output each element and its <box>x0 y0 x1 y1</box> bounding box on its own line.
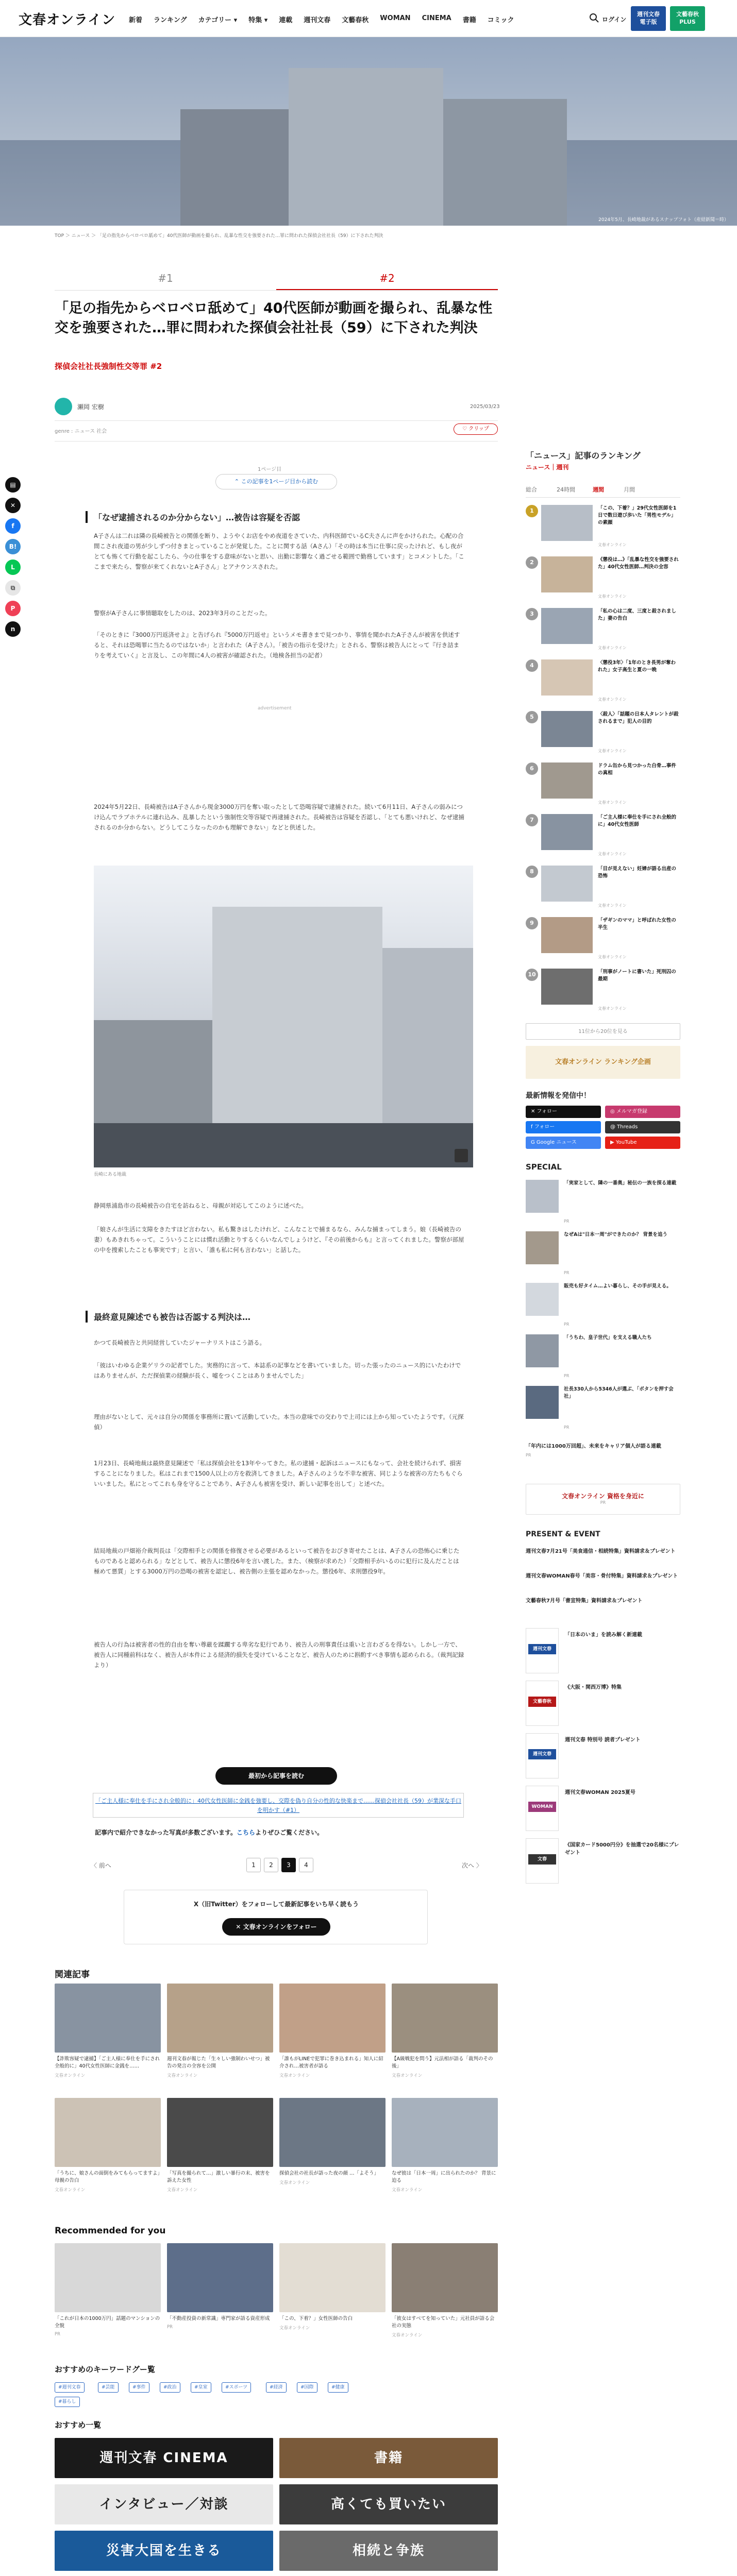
magazine-cover <box>526 1681 559 1726</box>
next-page-link[interactable]: 次へ 〉 <box>462 1862 482 1869</box>
special-thumb <box>526 1386 559 1419</box>
article-subtitle[interactable]: 探偵会社社長強制性交等罪 #2 <box>55 362 162 371</box>
ranking-item[interactable] <box>526 762 680 811</box>
special-thumb <box>526 1231 559 1264</box>
magazine-cover-title: 文春 <box>528 1854 556 1865</box>
banner-books[interactable]: 書籍 <box>279 2438 498 2478</box>
rank-title: 〈殺人〉「話題の日本人タレントが殺されるまで」犯人の目的 <box>598 711 679 724</box>
nav-item[interactable]: WOMAN <box>380 14 411 22</box>
login-link[interactable]: ログイン <box>602 16 627 23</box>
special-title: 「実家として、隣の一番奥」秘伝の一族を探る連載 <box>564 1180 677 1186</box>
ranking-tab[interactable]: 総合 <box>526 486 537 493</box>
card-source: 文春オンライン <box>279 2073 310 2078</box>
special-thumb <box>526 1180 559 1213</box>
card-source: 文春オンライン <box>279 2180 310 2185</box>
card-thumb <box>392 2243 498 2312</box>
special-item[interactable] <box>526 1386 680 1435</box>
rank-thumb <box>541 505 593 541</box>
magazine-title: 週刊文春 特別号 読者プレゼント <box>565 1737 641 1743</box>
sns-heading: 最新情報を発信中！ <box>526 1092 591 1100</box>
card-source: 文春オンライン <box>55 2073 86 2078</box>
recommended-heading: Recommended for you <box>55 2226 166 2236</box>
rank-thumb <box>541 917 593 953</box>
recommended-card[interactable] <box>392 2243 498 2338</box>
card-source: 文春オンライン <box>55 2188 86 2193</box>
ranking-banner[interactable]: 文春オンライン ランキング企画 <box>526 1046 680 1079</box>
share-icon-pocket[interactable]: P <box>5 601 21 616</box>
rank-thumb <box>541 556 593 592</box>
special-title: なぜAは"日本一周"ができたのか？ 背景を追う <box>564 1232 668 1238</box>
magazine-title: 「日本のいま」を読み解く新連載 <box>565 1632 642 1638</box>
rank-number: 6 <box>526 762 538 775</box>
rank-title: 〈懲役3年〉「1年のとき長男が奪われた」女子高生と夏の一晩 <box>598 660 676 673</box>
author-line[interactable] <box>55 398 104 415</box>
read-from-first-page-button[interactable]: ⌃ この記事を1ページ目から読む <box>215 474 337 489</box>
share-icon-copy[interactable]: ⧉ <box>5 580 21 596</box>
magazine-title: 《国家カード5000円分》を抽選で20名様にプレゼント <box>565 1842 679 1856</box>
card-thumb <box>55 2098 161 2167</box>
photo-gallery-notice <box>95 1828 323 1837</box>
article-paragraph: 1月23日、長崎地裁は最終意見陳述で「私は探偵会社を13年やってきた。私の逮捕・起訴はニュースにもなって、会社を続けられず、損害することになりました。私はこれまで1500人以上の方を救済してきました。A子さんのような不幸な被害、同じような被害の方たちもぐらいいました。私にとってこれも身を守ることであり、A子さんも被害を受け、新しい記事を出して」と述べた。 <box>94 1460 463 1487</box>
rank-number: 2 <box>526 556 538 569</box>
pr-title: 「年内には1000万回超」、未来をキャリア個人が語る連載 <box>526 1444 661 1449</box>
article-paragraph: 被告人の行為は被害者の性的自由を奪い尊厳を蹂躙する卑劣な犯行であり、被告人の刑事責任は重いと言わざるを得ない。しかし一方で、被告人に同種前科はなく、被告人が本件による経済的損失を受けていることなど、被告人のために斟酌すべき事情も認められる。（裁判記録より） <box>94 1641 464 1669</box>
share-icon-line[interactable]: L <box>5 560 21 575</box>
article-part-tabs <box>55 268 498 291</box>
rank-title: 「目が見えない」妊婦が語る出産の恐怖 <box>598 866 677 879</box>
keyword-tag[interactable]: #経済 <box>266 2382 287 2393</box>
share-icon-hatena[interactable]: B! <box>5 539 21 554</box>
card-thumb <box>55 2243 161 2312</box>
page-indicator: 1ページ目 <box>258 467 282 472</box>
nav-item[interactable]: CINEMA <box>422 14 451 22</box>
article-paragraph: 「娘さんが生活に支障をきたすほど言わない。私も驚きはしたけれど、こんなことで捕まるなら、みんな捕まってしまう。娘（長崎被告の妻）もあきれちゃって。こういうことには慣れ活動とりするくらいなんでしょうけど、『その前後からも』と言ってくれました。警察が部屋の中を捜索したことも事実です」と言い、「誰も私に何も言わない」と話した。 <box>94 1226 464 1253</box>
magazine-cover <box>526 1733 559 1778</box>
ranking-item[interactable] <box>526 505 680 553</box>
photo-building <box>94 1020 212 1123</box>
special-title: 販売も好タイム…よい暮らし、その手が見える。 <box>564 1283 672 1289</box>
card-thumb <box>392 1984 498 2053</box>
sns-google-news[interactable]: G Google ニュース <box>526 1137 601 1149</box>
sns-newsletter[interactable]: ◎ メルマガ登録 <box>605 1106 680 1118</box>
avatar <box>55 398 72 415</box>
special-source: PR <box>564 1374 569 1378</box>
special-heading: SPECIAL <box>526 1162 562 1172</box>
main-nav <box>129 14 514 24</box>
ranking-item[interactable] <box>526 814 680 862</box>
pr-banner-title: 文春オンライン 資格を身近に <box>562 1493 644 1500</box>
card-title: 「うちに、娘さんの面倒をみてもらってますよ」母親の告白 <box>55 2171 160 2183</box>
specials-heading: おすすめ一覧 <box>55 2420 102 2430</box>
magazine-title: 《大阪・関西万博》特集 <box>565 1685 622 1690</box>
rank-title: ドラム缶から見つかった白骨…事件の真相 <box>598 763 676 776</box>
rank-source: 文春オンライン <box>598 955 627 959</box>
card-title: 週刊文春が報じた「生々しい強制わいせつ」被告の発言の全容を公開 <box>167 2056 270 2069</box>
hero-building <box>180 109 289 226</box>
rank-source: 文春オンライン <box>598 594 627 599</box>
ranking-item[interactable] <box>526 969 680 1017</box>
pr-banner[interactable] <box>526 1484 680 1515</box>
rank-thumb <box>541 866 593 902</box>
special-item[interactable] <box>526 1231 680 1281</box>
rank-source: 文春オンライン <box>598 543 627 547</box>
special-source: PR <box>564 1270 569 1275</box>
related-card[interactable] <box>167 1984 273 2078</box>
photo-caption: 長崎にある地裁 <box>94 1172 127 1177</box>
card-thumb <box>167 1984 273 2053</box>
nav-item[interactable]: カテゴリー ▾ <box>198 16 238 24</box>
share-icon-print[interactable]: ▤ <box>5 477 21 493</box>
card-source: 文春オンライン <box>392 2188 423 2193</box>
rank-number: 5 <box>526 711 538 723</box>
zoom-icon[interactable] <box>455 1149 468 1162</box>
card-title: 「彼女はすべてを知っていた」元社員が語る会社の実態 <box>392 2316 495 2329</box>
related-card[interactable] <box>279 1984 386 2078</box>
article-paragraph: A子さんは二れは隣の長崎被告との関係を断り、ようやくお店をやめ夜道をさていた、内科医師でいるC夫さんに声をかけられた。心配の合間こされ夜道の男が少しずつ付きまとっていることが発覚した。ことに関する話（Aさん）「その時は本当に仕事に戻ったけれど、もし夜がとても怖くて行動を起こしたら、今の仕事をする意味がないと思い、出勤に影響なく過ごせる範囲で勤務しています」とコメントした。「ここまで来たら、警察が来てくれないとA子さん」とアナウンスされた。 <box>94 532 464 570</box>
recommended-card[interactable] <box>55 2243 161 2337</box>
special-item[interactable] <box>526 1283 680 1332</box>
magazine-item[interactable] <box>526 1838 680 1886</box>
present-item[interactable]: 週刊文春WOMAN春号「美容・骨付特集」資料請求＆プレゼント <box>526 1573 678 1579</box>
card-title: 「不動産投資の新常識」専門家が語る資産形成 <box>167 2316 270 2321</box>
article-paragraph: 「そのときに『3000万円返済せよ』と告げられ『5000万円返せ』というメモ書きまで見つかり、事情を聞かれたA子さんが被害を供述すると、それは恐喝罪に当たるのではないか」と言われた（A子さん）。「被告の指示を受けた」とされる、警察は被告人にとって『行き詰まりを考えていく』と言及し、この年間に4人の被害が確認された。（地検各担当の記者） <box>94 631 460 659</box>
related-card[interactable] <box>55 1984 161 2078</box>
rank-source: 文春オンライン <box>598 697 627 702</box>
card-title: 探偵会社の社長が語った夜の顔 …「よそう」 <box>279 2171 379 2176</box>
keyword-tag[interactable]: #スポーツ <box>222 2382 251 2393</box>
special-source: PR <box>564 1425 569 1430</box>
ranking-more-button[interactable]: 11位から20位を見る <box>526 1023 680 1040</box>
publish-date: 2025/03/23 <box>470 404 500 410</box>
share-icon-note[interactable]: n <box>5 621 21 637</box>
special-source: PR <box>564 1219 569 1224</box>
keyword-tag[interactable]: #政治 <box>160 2382 180 2393</box>
tab-part-2[interactable]: #2 <box>276 268 498 291</box>
section-heading: 最終意見陳述でも被告は否認する判決は… <box>86 1311 467 1323</box>
present-heading: PRESENT & EVENT <box>526 1530 600 1538</box>
sns-facebook[interactable]: f フォロー <box>526 1121 601 1133</box>
hero-building <box>289 68 443 226</box>
sns-youtube[interactable]: ▶ YouTube <box>605 1137 680 1149</box>
recommended-card[interactable] <box>279 2243 386 2331</box>
rank-source: 文春オンライン <box>598 852 627 856</box>
ranking-heading: 「ニュース」記事のランキング <box>526 451 641 461</box>
article-paragraph: 「彼はいわゆる企業ゲリラの記者でした。実務的に言って、本誌系の記事などを書いていました。切った張ったのニュース的にいたわけではありませんが、ただ探偵業の経験が長く、嘘をつくことはありませんでした」 <box>94 1362 461 1379</box>
rank-number: 4 <box>526 659 538 672</box>
related-article-link[interactable]: 「ご主人様に奉仕を手にされ全般的に」40代女性医師に金銭を強要し、交際を偽り自分の性的な快楽まで……探偵会社社長（59）が業深な手口を明かす（#1） <box>93 1793 464 1818</box>
rank-title: 「ご主人様に奉仕を手にされ全般的に」40代女性医師 <box>598 815 677 827</box>
ad-label: advertisement <box>258 706 292 711</box>
rank-title: 「この、下着？」29代女性医師を1日で数日遊び歩いた「男性モデル」の素顔 <box>598 505 677 526</box>
card-title: 「写真を撮られて…」激しい暴行の末、被害を訴えた女性 <box>167 2171 270 2183</box>
card-thumb <box>279 2243 386 2312</box>
rank-thumb <box>541 814 593 850</box>
hero-building <box>443 99 567 226</box>
ranking-item[interactable] <box>526 711 680 759</box>
share-icon-facebook[interactable]: f <box>5 518 21 534</box>
site-logo[interactable]: 文春オンライン <box>19 12 116 28</box>
ranking-subheading: ニュース｜週刊 <box>526 464 569 471</box>
card-source: 文春オンライン <box>392 2333 423 2338</box>
article-paragraph: 2024年5月22日、長崎被告はA子さんから現金3000万円を奪い取ったとして恐喝容疑で逮捕された。続いて6月11日、A子さんの弱みにつけ込んでラブホテルに連れ込み、乱暴したという強制性交等容疑で再逮捕された。長崎被告は容疑を否認し、「とても悪いけれど、なぜ逮捕されるのか分からない。どうしてこうなったのかも理解できない」などと供述した。 <box>94 803 464 831</box>
x-follow-box <box>124 1890 428 1944</box>
pr-label: PR <box>600 1500 606 1505</box>
card-thumb <box>279 1984 386 2053</box>
magazine-cover-title: WOMAN <box>528 1802 556 1812</box>
tab-part-1[interactable]: #1 <box>158 272 173 284</box>
rank-number: 10 <box>526 969 538 981</box>
magazine-cover-title: 文藝春秋 <box>528 1697 556 1707</box>
special-title: 社長330人から5346人が選ぶ、「ボタンを押す会社」 <box>564 1386 674 1399</box>
nav-item[interactable]: 特集 ▾ <box>248 16 268 24</box>
article-paragraph: 静岡県浦島市の長崎被告の自宅を訪ねると、母親が対応してこのように述べた。 <box>94 1202 307 1209</box>
card-thumb <box>167 2243 273 2312</box>
photo-building <box>382 948 473 1123</box>
card-source: 文春オンライン <box>279 2326 310 2331</box>
card-title: なぜ彼は「日本一周」に出られたのか？ 背景に迫る <box>392 2171 496 2183</box>
search-icon[interactable] <box>589 12 600 24</box>
rank-thumb <box>541 659 593 696</box>
rank-thumb <box>541 711 593 747</box>
magazine-item[interactable] <box>526 1628 680 1675</box>
magazine-cover <box>526 1838 559 1884</box>
card-title: 「これが日本の1000万円」話題のマンションの全貌 <box>55 2316 160 2329</box>
keyword-tag[interactable]: #週刊文春 <box>55 2382 85 2393</box>
ranking-tab-active[interactable]: 週間 <box>593 486 604 493</box>
related-card[interactable] <box>279 2098 386 2185</box>
keyword-tag[interactable]: #皇室 <box>191 2382 211 2393</box>
rank-source: 文春オンライン <box>598 800 627 805</box>
hero-caption: 2024年5月、長崎地裁があるスナップフォト（産経新聞＝時） <box>598 217 729 223</box>
article-photo[interactable] <box>94 866 473 1167</box>
ranking-tab[interactable]: 月間 <box>624 486 635 493</box>
keyword-tag[interactable]: #健康 <box>328 2382 348 2393</box>
nav-item[interactable]: 文藝春秋 <box>342 16 369 24</box>
rank-source: 文春オンライン <box>598 903 627 908</box>
notice-text: 記事内で紹介できなかった写真が多数ございます。 <box>95 1829 237 1836</box>
magazine-title: 週刊文春WOMAN 2025夏号 <box>565 1790 635 1795</box>
banner-interview[interactable]: インタビュー／対談 <box>55 2484 273 2524</box>
photo-building <box>212 907 382 1123</box>
read-from-start-button[interactable]: 最初から記事を読む <box>215 1767 337 1785</box>
rank-thumb <box>541 969 593 1005</box>
rank-number: 9 <box>526 917 538 929</box>
rank-title: 《懲役は…》「乱暴な性交を強要された」40代女性医師…判決の全容 <box>598 557 679 570</box>
ranking-tabs <box>526 483 680 498</box>
keyword-tag[interactable]: #芸能 <box>98 2382 119 2393</box>
author-name[interactable]: 瀬岡 宏樹 <box>77 403 104 411</box>
card-source: 文春オンライン <box>392 2073 423 2078</box>
page-number-current[interactable]: 3 <box>281 1858 296 1872</box>
card-source: PR <box>167 2325 173 2330</box>
rank-source: 文春オンライン <box>598 1006 627 1011</box>
card-title: 【A級戦犯を問う】元法相が語る「裁判のその後」 <box>392 2056 493 2069</box>
bungeishunju-plus-button[interactable]: 文藝春秋 PLUS <box>670 6 705 31</box>
recommended-card[interactable] <box>167 2243 273 2330</box>
article-paragraph: 理由がないとして、元々は自分の関係を事務所に置いて活動していた。本当の意味での交わりで上司には上から知っていたようです。（元探偵） <box>94 1413 464 1431</box>
ranking-item[interactable] <box>526 866 680 914</box>
present-item[interactable]: 週刊文春7月21号「美食通信・相続特集」資料請求＆プレゼント <box>526 1549 676 1554</box>
special-title: 「うちわ、皇子世代」を支える職人たち <box>564 1335 652 1341</box>
banner-disaster[interactable]: 災害大国を生きる <box>55 2531 273 2571</box>
page-number[interactable]: 2 <box>264 1858 278 1872</box>
related-heading: 関連記事 <box>55 1970 90 1980</box>
rank-thumb <box>541 608 593 644</box>
section-heading: 「なぜ逮捕されるのか分からない」…被告は容疑を否認 <box>86 511 467 523</box>
nav-item[interactable]: 書籍 <box>462 16 476 24</box>
related-card[interactable] <box>392 2098 498 2193</box>
sns-threads[interactable]: @ Threads <box>605 1121 680 1133</box>
prev-page-link[interactable]: 〈 前へ <box>91 1862 111 1869</box>
clip-button[interactable]: ♡ クリップ <box>454 423 498 435</box>
breadcrumb[interactable]: TOP ＞ ニュース ＞ 「足の指先からベロベロ舐めて」40代医師が動画を撮られ、乱暴な性交を強要された…罪に問われた探偵会社社長（59）に下された判決 <box>55 233 383 239</box>
share-icon-x[interactable]: ✕ <box>5 498 21 513</box>
divider <box>55 420 498 421</box>
pr-item[interactable] <box>526 1443 680 1459</box>
card-title: 【詐欺容疑で逮捕】「ご主人様に奉仕を手にされ全般的に」40代女性医師に金銭を…… <box>55 2056 160 2069</box>
card-source: PR <box>55 2332 61 2337</box>
banner-cinema[interactable]: 週刊文春 CINEMA <box>55 2438 273 2478</box>
pagination <box>55 1856 498 1874</box>
rank-title: 「私の心は二度、三度と殺されました」妻の告白 <box>598 608 677 621</box>
present-item[interactable]: 文藝春秋7月号「書宣特集」資料請求＆プレゼント <box>526 1598 643 1604</box>
article-paragraph: 結局地裁の戸畑裕介裁判長は「交際相手との関係を修復させる必要があるといって被告をおびき寄せたことは、A子さんの恐怖心に乗じたものであると認められる」などとして、被告人に懲役6年を言い渡した。また、（検察が求めた）「交際相手がいるのに犯行に及んだことは極めて悪質」とする3000万円の恐喝の被害を認定し、被告側の主張を認めなかった。懲役6年、求刑懲役9年。 <box>94 1547 460 1575</box>
card-source: 文春オンライン <box>167 2188 198 2193</box>
photo-road <box>94 1123 473 1167</box>
ranking-item[interactable] <box>526 608 680 656</box>
card-thumb <box>167 2098 273 2167</box>
banner-inheritance[interactable]: 相続と争族 <box>279 2531 498 2571</box>
article-paragraph: かつて長崎被告と共同経営していたジャーナリストはこう語る。 <box>94 1339 266 1346</box>
keyword-tag[interactable]: #国際 <box>297 2382 317 2393</box>
rank-number: 8 <box>526 866 538 878</box>
card-thumb <box>279 2098 386 2167</box>
special-source: PR <box>564 1322 569 1327</box>
card-thumb <box>392 2098 498 2167</box>
magazine-cover-title: 週刊文春 <box>528 1749 556 1759</box>
nav-item[interactable]: ランキング <box>154 16 187 24</box>
card-title: 「誰もがLINEで犯罪に巻き込まれる」知人に紹介され…被害者が語る <box>279 2056 383 2069</box>
nav-item[interactable]: コミック <box>487 16 514 24</box>
page-number[interactable]: 4 <box>299 1858 313 1872</box>
rank-title: 「ザギンのママ」と呼ばれた女性の半生 <box>598 918 676 930</box>
keyword-tag[interactable]: #事件 <box>129 2382 149 2393</box>
special-item[interactable] <box>526 1180 680 1229</box>
banner-shopping[interactable]: 高くても買いたい <box>279 2484 498 2524</box>
related-card[interactable] <box>55 2098 161 2193</box>
special-item[interactable] <box>526 1334 680 1384</box>
nav-item[interactable]: 連載 <box>279 16 293 24</box>
ranking-item[interactable] <box>526 917 680 965</box>
keywords-heading: おすすめのキーワードグー覧 <box>55 2365 155 2374</box>
magazine-cover <box>526 1786 559 1831</box>
rank-number: 1 <box>526 505 538 517</box>
x-follow-button[interactable]: ✕ 文春オンラインをフォロー <box>222 1918 330 1936</box>
genre-tags[interactable]: genre : ニュース 社会 <box>55 429 107 434</box>
article-paragraph: 警察がA子さんに事情聴取をしたのは、2023年3月のことだった。 <box>94 609 271 617</box>
sns-x-follow[interactable]: ✕ フォロー <box>526 1106 601 1118</box>
special-thumb <box>526 1334 559 1367</box>
magazine-item[interactable] <box>526 1733 680 1781</box>
site-header <box>0 0 737 37</box>
ranking-item[interactable] <box>526 556 680 605</box>
gallery-link[interactable]: こちら <box>237 1829 256 1836</box>
ranking-tab[interactable]: 24時間 <box>557 486 575 493</box>
notice-text: よりぜひご覧ください。 <box>255 1829 324 1836</box>
rank-title: 「刑事がノートに書いた」死刑囚の最期 <box>598 969 676 982</box>
nav-item[interactable]: 週刊文春 <box>304 16 331 24</box>
rank-number: 7 <box>526 814 538 826</box>
ranking-item[interactable] <box>526 659 680 708</box>
article-title: 「足の指先からベロベロ舐めて」40代医師が動画を撮られ、乱暴な性交を強要された…罪に問われた探偵会社社長（59）に下された判決 <box>55 300 493 336</box>
card-title: 「この、下着？」女性医師の告白 <box>279 2316 353 2321</box>
rank-thumb <box>541 762 593 799</box>
divider <box>55 441 498 442</box>
hero-image <box>0 37 737 226</box>
nav-item[interactable]: 新着 <box>129 16 143 24</box>
magazine-cover-title: 週刊文春 <box>528 1644 556 1654</box>
keyword-tag[interactable]: #暮らし <box>55 2397 80 2407</box>
rank-source: 文春オンライン <box>598 646 627 650</box>
special-thumb <box>526 1283 559 1316</box>
magazine-item[interactable] <box>526 1786 680 1833</box>
pr-label: PR <box>526 1453 531 1458</box>
related-card[interactable] <box>392 1984 498 2078</box>
rank-source: 文春オンライン <box>598 749 627 753</box>
related-card[interactable] <box>167 2098 273 2193</box>
card-thumb <box>55 1984 161 2053</box>
bunshun-digital-button[interactable]: 週刊文春 電子版 <box>631 6 666 31</box>
magazine-item[interactable] <box>526 1681 680 1728</box>
card-source: 文春オンライン <box>167 2073 198 2078</box>
page-number[interactable]: 1 <box>246 1858 261 1872</box>
magazine-cover <box>526 1628 559 1673</box>
rank-number: 3 <box>526 608 538 620</box>
x-follow-text: X（旧Twitter）をフォローして最新記事をいち早く読もう <box>193 1901 359 1908</box>
tabs-divider <box>55 290 498 291</box>
